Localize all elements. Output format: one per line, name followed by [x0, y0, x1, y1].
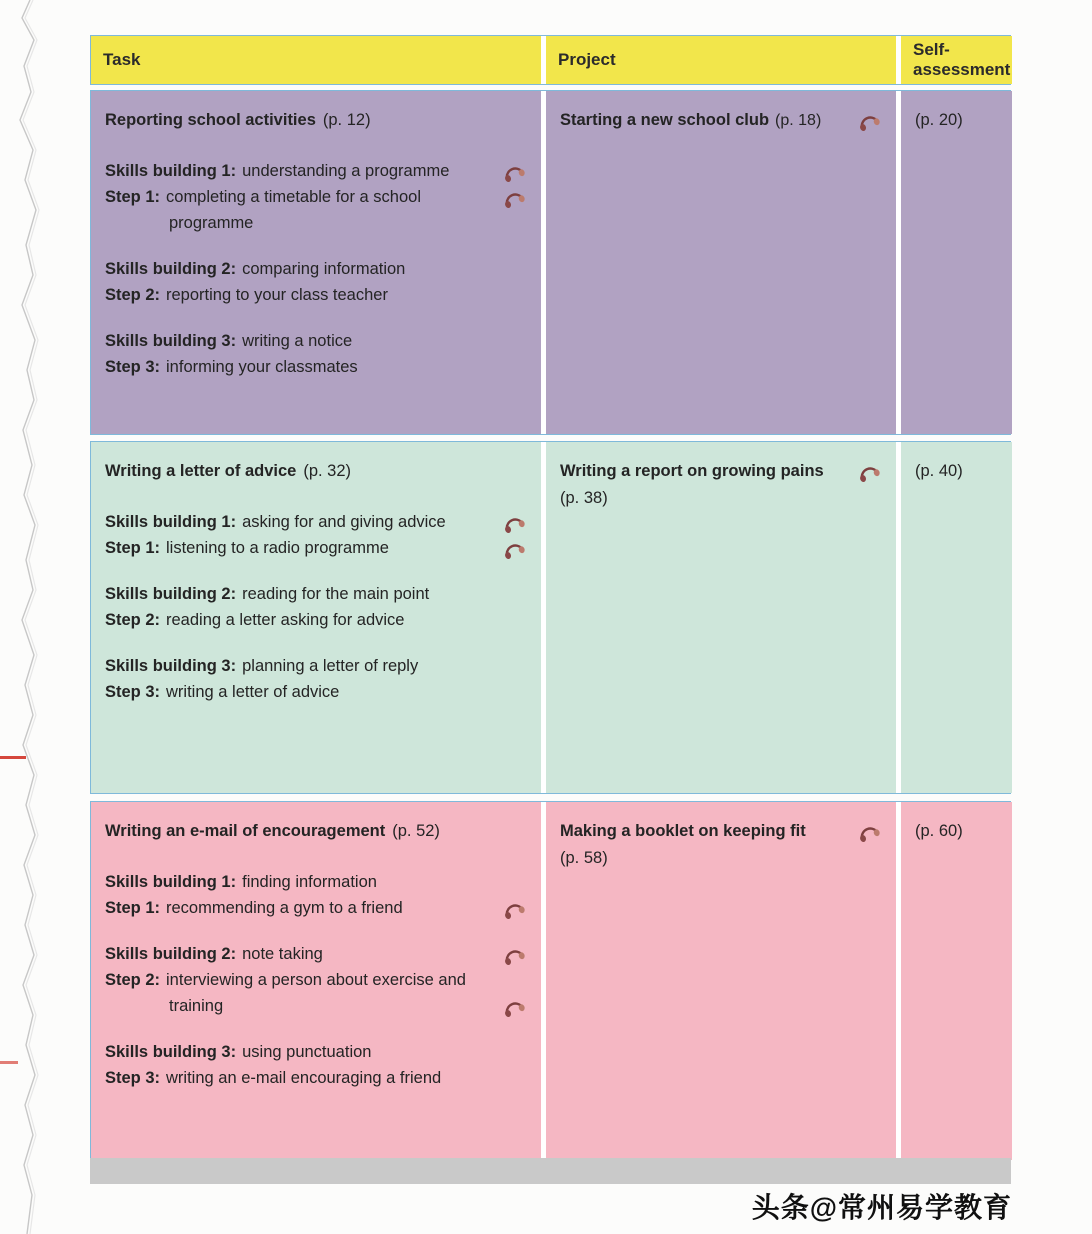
column-header-task: Task [91, 36, 541, 84]
task-line [105, 1065, 527, 1091]
project-cell [546, 802, 896, 1160]
task-cell [91, 442, 541, 793]
line-label: Step 2: [105, 971, 161, 989]
task-title-line [105, 107, 527, 133]
task-line [105, 256, 527, 282]
project-title-line [560, 818, 882, 845]
line-label: Skills building 3: [105, 1043, 237, 1061]
task-line [105, 354, 527, 380]
line-text: reading for the main point [242, 585, 430, 603]
project-title-line [560, 458, 882, 485]
line-text: writing an e-mail encouraging a friend [166, 1069, 442, 1087]
task-title: Writing an e-mail of encouragement [105, 822, 386, 840]
line-label: Skills building 3: [105, 332, 237, 350]
line-text: writing a letter of advice [166, 683, 340, 701]
line-label: Step 3: [105, 1069, 161, 1087]
line-text: recommending a gym to a friend [166, 899, 403, 917]
watermark-text: 头条@常州易学教育 [751, 1192, 1012, 1223]
task-line [105, 158, 527, 184]
line-label: Step 1: [105, 188, 161, 206]
torn-paper-edge [0, 0, 60, 1234]
task-line [105, 535, 527, 561]
line-text: finding information [242, 873, 377, 891]
line-text: writing a notice [242, 332, 353, 350]
project-page-ref: (p. 18) [775, 112, 822, 129]
headphones-icon [500, 186, 527, 210]
task-line [105, 328, 527, 354]
line-label: Skills building 1: [105, 873, 237, 891]
column-header-self-assessment: Self-assessment [901, 36, 1012, 84]
project-title: Starting a new school club [560, 111, 770, 129]
headphones-icon [500, 511, 527, 535]
project-title: Writing a report on growing pains [560, 462, 824, 480]
line-label: Step 1: [105, 899, 161, 917]
table-row [90, 90, 1011, 435]
project-cell [546, 442, 896, 793]
task-line [105, 581, 527, 607]
self-assessment-cell [901, 91, 1012, 434]
line-text: reading a letter asking for advice [166, 611, 405, 629]
line-text: understanding a programme [242, 162, 450, 180]
line-text: interviewing a person about exercise and training [166, 971, 466, 1015]
task-page-ref: (p. 32) [303, 462, 352, 480]
line-text: listening to a radio programme [166, 539, 389, 557]
project-page-line: (p. 38) [560, 489, 608, 507]
task-title: Writing a letter of advice [105, 462, 297, 480]
line-label: Skills building 2: [105, 260, 237, 278]
task-line [105, 607, 527, 633]
table-header-row [90, 35, 1011, 85]
task-line [105, 184, 527, 236]
assessment-page-ref: (p. 40) [915, 462, 963, 480]
task-line [105, 941, 527, 967]
line-label: Skills building 1: [105, 513, 237, 531]
line-label: Skills building 3: [105, 657, 237, 675]
project-cell [546, 91, 896, 434]
assessment-page-ref: (p. 20) [915, 111, 963, 129]
line-label: Skills building 2: [105, 585, 237, 603]
task-line [105, 1039, 527, 1065]
task-title-line [105, 818, 527, 844]
project-page-line: (p. 58) [560, 849, 608, 867]
task-line [105, 509, 527, 535]
line-label: Step 2: [105, 286, 161, 304]
project-title-line [560, 107, 882, 134]
line-text: note taking [242, 945, 323, 963]
page-bottom-shadow [90, 1158, 1011, 1184]
line-label: Skills building 1: [105, 162, 237, 180]
task-title: Reporting school activities [105, 111, 316, 129]
line-label: Step 1: [105, 539, 161, 557]
headphones-icon [855, 109, 882, 133]
task-line [105, 869, 527, 895]
table-row [90, 801, 1011, 1161]
line-label: Skills building 2: [105, 945, 237, 963]
line-text: reporting to your class teacher [166, 286, 388, 304]
headphones-icon [855, 460, 882, 484]
line-text: using punctuation [242, 1043, 372, 1061]
task-line [105, 967, 527, 1019]
headphones-icon [500, 537, 527, 561]
assessment-page-ref: (p. 60) [915, 822, 963, 840]
headphones-icon [500, 897, 527, 921]
line-text: comparing information [242, 260, 406, 278]
task-cell [91, 91, 541, 434]
task-cell [91, 802, 541, 1160]
table-row [90, 441, 1011, 794]
line-label: Step 3: [105, 358, 161, 376]
self-assessment-cell [901, 442, 1012, 793]
line-label: Step 3: [105, 683, 161, 701]
task-page-ref: (p. 52) [392, 822, 440, 840]
line-text: planning a letter of reply [242, 657, 419, 675]
task-line [105, 679, 527, 705]
headphones-icon [500, 995, 527, 1019]
headphones-icon [500, 160, 527, 184]
task-title-line [105, 458, 527, 484]
task-line [105, 282, 527, 308]
notebook-margin-mark [0, 1061, 18, 1064]
column-header-project: Project [546, 36, 896, 84]
headphones-icon [855, 820, 882, 844]
notebook-margin-mark [0, 756, 26, 759]
line-text: asking for and giving advice [242, 513, 446, 531]
task-line [105, 895, 527, 921]
self-assessment-cell [901, 802, 1012, 1160]
headphones-icon [500, 943, 527, 967]
line-text: completing a timetable for a school programme [166, 188, 421, 232]
contents-table [90, 35, 1011, 1161]
project-title: Making a booklet on keeping fit [560, 822, 806, 840]
task-page-ref: (p. 12) [322, 111, 371, 129]
task-line [105, 653, 527, 679]
line-text: informing your classmates [166, 358, 358, 376]
line-label: Step 2: [105, 611, 161, 629]
